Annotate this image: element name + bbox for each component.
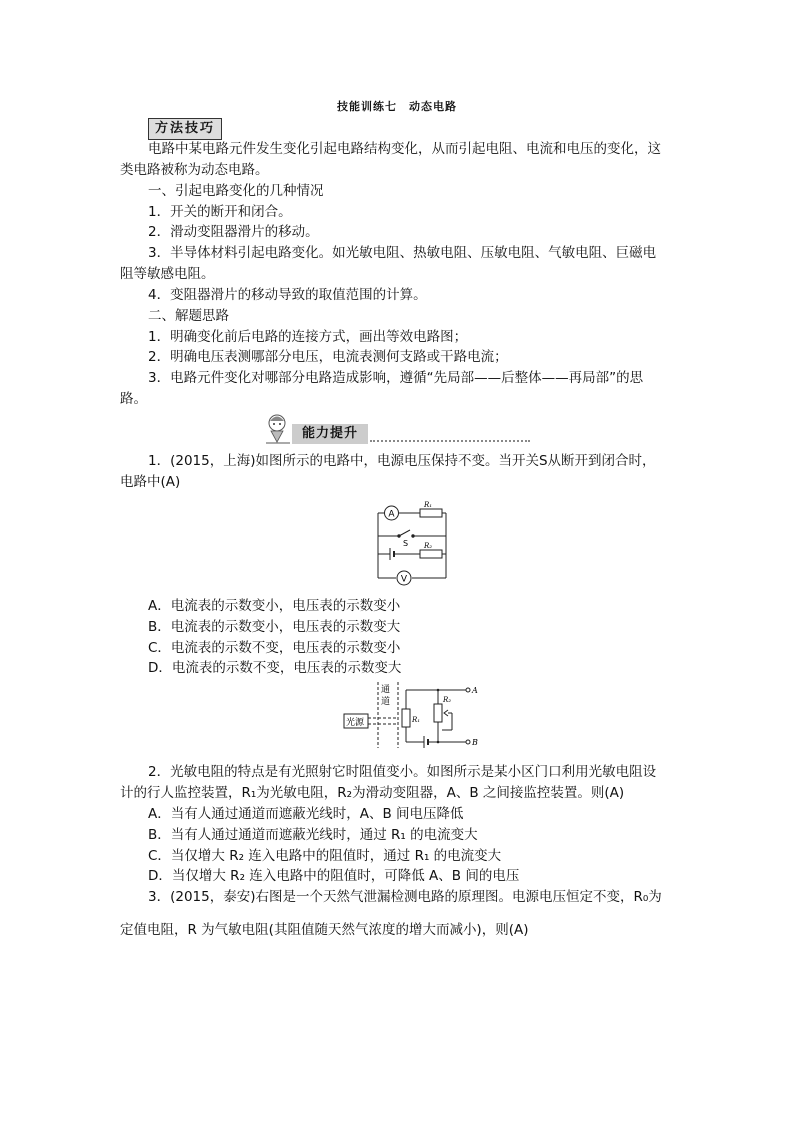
channel-label-2: 道 xyxy=(381,697,391,707)
q1-option-d: D．电流表的示数不变，电压表的示数变大 xyxy=(148,660,402,676)
intro-line-1: 电路中某电路元件发生变化引起电路结构变化，从而引起电阻、电流和电压的变化，这 xyxy=(148,141,661,157)
light-source-label: 光源 xyxy=(346,718,365,728)
q2-r1-label: R₁ xyxy=(412,716,421,724)
terminal-b-label: B xyxy=(472,738,478,747)
section2-item-3-cont: 路。 xyxy=(120,391,147,407)
section1-item-1: 1．开关的断开和闭合。 xyxy=(148,204,292,220)
q2-option-a: A．当有人通过通道而遮蔽光线时，A、B 间电压降低 xyxy=(148,806,464,822)
q2-option-b: B．当有人通过通道而遮蔽光线时，通过 R₁ 的电流变大 xyxy=(148,827,478,843)
q2-option-d: D．当仅增大 R₂ 连入电路中的阻值时，可降低 A、B 间的电压 xyxy=(148,868,520,884)
method-title: 方法技巧 xyxy=(148,118,222,140)
ability-divider xyxy=(370,440,530,442)
q2-circuit-figure xyxy=(340,680,490,750)
q1-option-b: B．电流表的示数变小，电压表的示数变大 xyxy=(148,619,401,635)
channel-label-1: 通 xyxy=(381,685,391,695)
r1-label: R₁ xyxy=(424,501,433,509)
q1-circuit-figure xyxy=(372,496,452,588)
section2-item-1: 1．明确变化前后电路的连接方式，画出等效电路图； xyxy=(148,329,468,345)
ability-title: 能力提升 xyxy=(292,424,368,444)
q3-line-2: 定值电阻，R 为气敏电阻(其阻值随天然气浓度的增大而减小)，则(A) xyxy=(120,922,529,938)
section1-item-2: 2．滑动变阻器滑片的移动。 xyxy=(148,224,319,240)
section1-item-3-cont: 阻等敏感电阻。 xyxy=(120,266,215,282)
q2-line-2: 计的行人监控装置，R₁为光敏电阻，R₂为滑动变阻器，A、B 之间接监控装置。则(A) xyxy=(120,785,625,801)
section2-item-2: 2．明确电压表测哪部分电压，电流表测何支路或干路电流； xyxy=(148,349,508,365)
q1-option-c: C．电流表的示数不变，电压表的示数变小 xyxy=(148,640,401,656)
terminal-a-label: A xyxy=(472,686,478,695)
intro-line-2: 类电路被称为动态电路。 xyxy=(120,162,269,178)
section1-title: 一、引起电路变化的几种情况 xyxy=(148,183,324,199)
q2-line-1: 2．光敏电阻的特点是有光照射它时阻值变小。如图所示是某小区门口利用光敏电阻设 xyxy=(148,764,657,780)
q1-option-a: A．电流表的示数变小，电压表的示数变小 xyxy=(148,598,401,614)
ammeter-label: A xyxy=(388,509,395,520)
section1-item-3: 3．半导体材料引起电路变化。如光敏电阻、热敏电阻、压敏电阻、气敏电阻、巨磁电 xyxy=(148,245,657,261)
section1-item-4: 4．变阻器滑片的移动导致的取值范围的计算。 xyxy=(148,287,427,303)
section2-title: 二、解题思路 xyxy=(148,308,229,324)
voltmeter-label: V xyxy=(400,574,408,585)
switch-label: S xyxy=(403,539,409,548)
q1-line-2: 电路中(A) xyxy=(120,474,181,490)
q3-line-1: 3．(2015，泰安)右图是一个天然气泄漏检测电路的原理图。电源电压恒定不变，R₀为 xyxy=(148,889,662,905)
section2-item-3: 3．电路元件变化对哪部分电路造成影响，遵循“先局部——后整体——再局部”的思 xyxy=(148,370,644,386)
mascot-icon xyxy=(262,412,292,444)
q2-option-c: C．当仅增大 R₂ 连入电路中的阻值时，通过 R₁ 的电流变大 xyxy=(148,848,502,864)
page-header: 技能训练七 动态电路 xyxy=(337,100,457,113)
q1-line-1: 1．(2015，上海)如图所示的电路中，电源电压保持不变。当开关S从断开到闭合时， xyxy=(148,453,656,469)
r2-label: R₂ xyxy=(424,542,433,550)
q2-r2-label: R₂ xyxy=(443,696,452,704)
ability-banner xyxy=(262,412,532,444)
